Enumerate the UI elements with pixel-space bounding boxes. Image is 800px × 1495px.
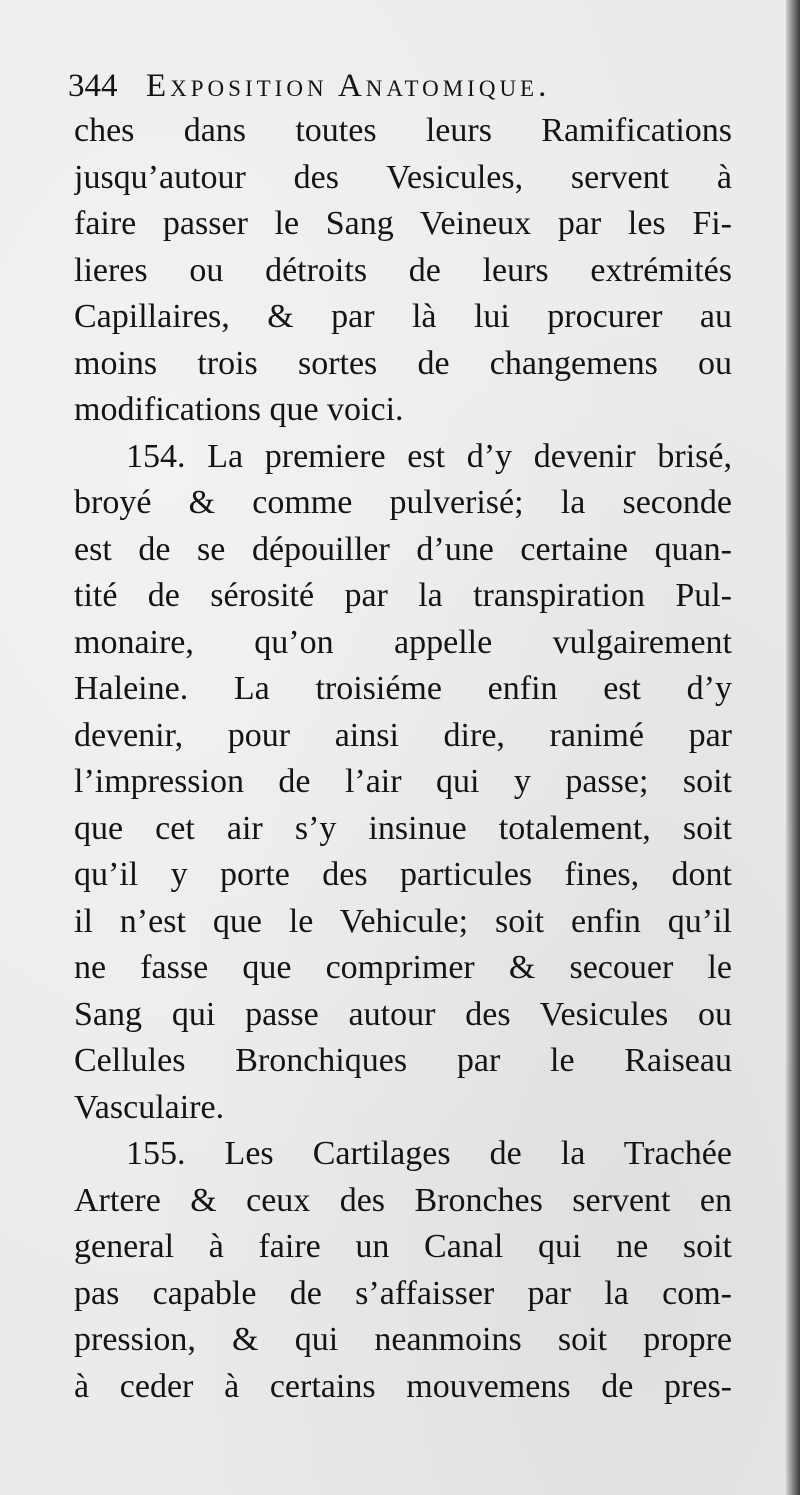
body-text bbox=[74, 108, 732, 1410]
text-line: pas capable de s’affaisser par la com- bbox=[74, 1274, 732, 1312]
text-line: est de se dépouiller d’une certaine quan- bbox=[74, 530, 732, 568]
text-line: moins trois sortes de changemens ou bbox=[74, 344, 732, 382]
text-line: Haleine. La troisiéme enfin est d’y bbox=[74, 670, 732, 707]
text-line: à ceder à certains mouvemens de pres- bbox=[74, 1367, 732, 1405]
text-line: il n’est que le Vehicule; soit enfin qu’il bbox=[74, 902, 732, 940]
running-head bbox=[68, 62, 728, 110]
text-line: Artere & ceux des Bronches servent en bbox=[74, 1181, 732, 1219]
text-line: qu’il y porte des particules fines, dont bbox=[74, 856, 732, 893]
text-line: monaire, qu’on appelle vulgairement bbox=[74, 623, 732, 661]
text-line: general à faire un Canal qui ne soit bbox=[74, 1228, 732, 1265]
text-line: jusqu’autour des Vesicules, servent à bbox=[74, 158, 732, 196]
text-line: faire passer le Sang Veineux par les Fi- bbox=[74, 205, 732, 242]
text-line: Capillaires, & par là lui procurer au bbox=[74, 298, 732, 335]
paragraph-154-start: 154. La premiere est d’y devenir brisé, bbox=[126, 437, 732, 475]
text-line: broyé & comme pulverisé; la seconde bbox=[74, 484, 732, 521]
text-line: l’impression de l’air qui y passe; soit bbox=[74, 763, 732, 800]
running-head-title: Exposition Anatomique. bbox=[146, 68, 551, 104]
text-line: lieres ou détroits de leurs extrémités bbox=[74, 251, 732, 289]
page-number: 344 bbox=[68, 68, 118, 104]
page-edge-shadow bbox=[786, 0, 800, 1495]
text-line: pression, & qui neanmoins soit propre bbox=[74, 1321, 732, 1358]
text-line: ches dans toutes leurs Ramifications bbox=[74, 112, 732, 149]
text-line: Sang qui passe autour des Vesicules ou bbox=[74, 995, 732, 1033]
text-line: que cet air s’y insinue totalement, soit bbox=[74, 809, 732, 847]
text-line: devenir, pour ainsi dire, ranimé par bbox=[74, 716, 732, 754]
text-line: ne fasse que comprimer & secouer le bbox=[74, 949, 732, 986]
text-line: modifications que voici. bbox=[74, 391, 404, 428]
text-line: tité de sérosité par la transpiration Pul- bbox=[74, 577, 732, 614]
text-line: Vasculaire. bbox=[74, 1088, 225, 1126]
text-line: Cellules Bronchiques par le Raiseau bbox=[74, 1042, 732, 1079]
paragraph-155-start: 155. Les Cartilages de la Trachée bbox=[126, 1135, 732, 1172]
